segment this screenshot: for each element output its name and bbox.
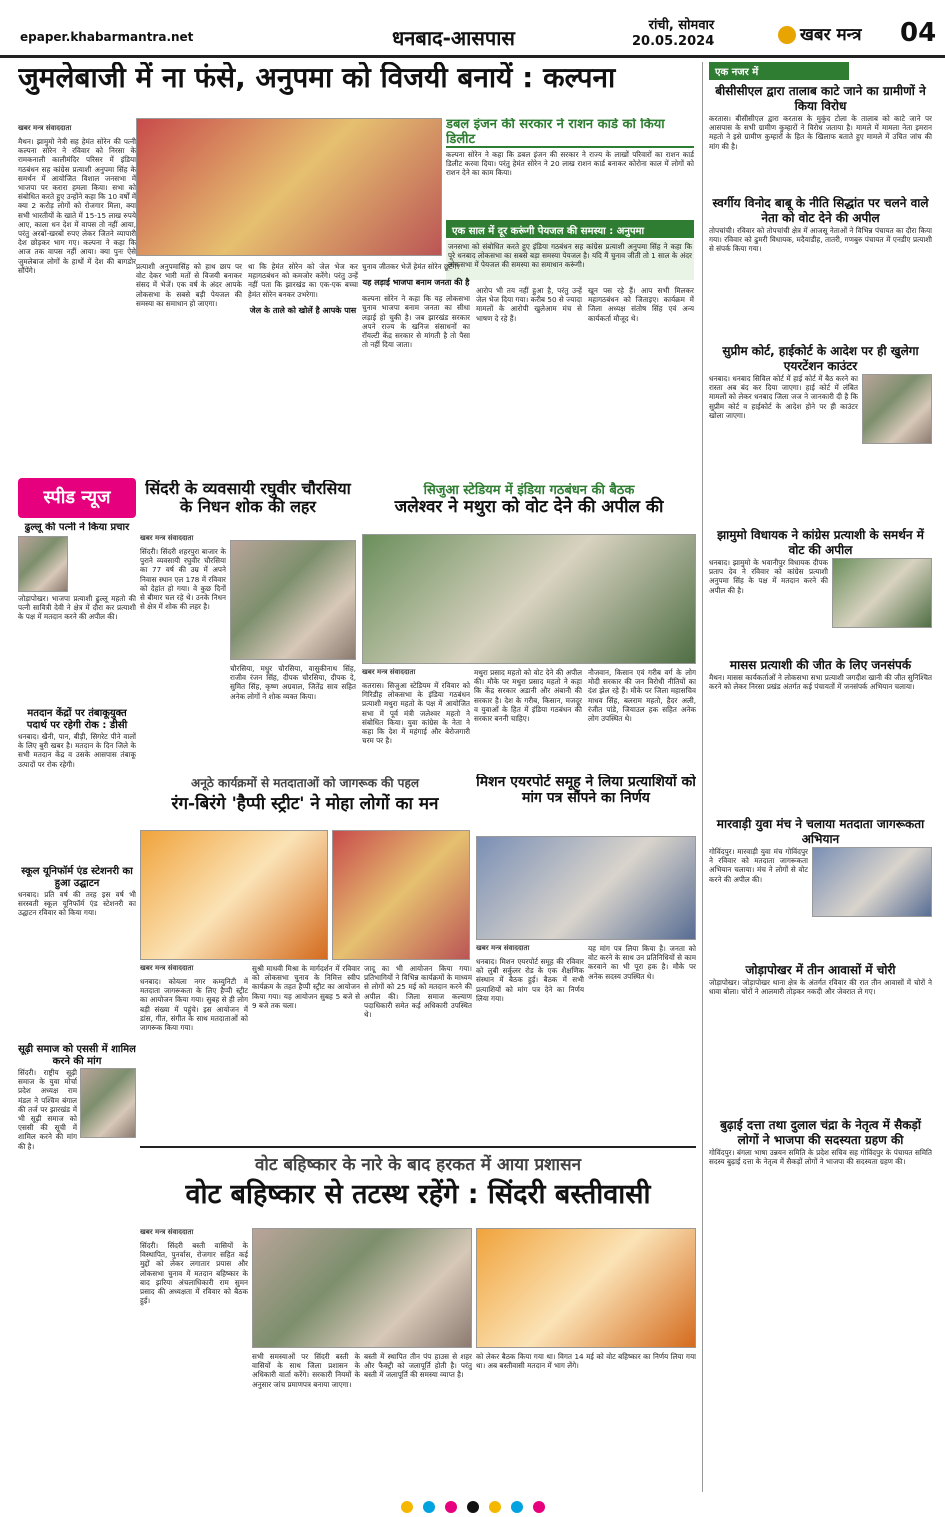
happy-kicker: अनूठे कार्यक्रमों से मतदाताओं को जागरूक की पहल xyxy=(191,776,419,790)
lead-photo xyxy=(136,118,442,256)
lead-col5: कल्पना सोरेन ने कहा कि यह लोकसभा चुनाव भाजपा बनाम जनता का सीधा लड़ाई हो चुकी है। जब झारखंड सरकार अपने राज्य के खनिज संसाधनों का रॉयल्टी केंद्र सरकार से मांगती है तो पैसा तो नहीं दिया जाता। xyxy=(362,294,470,350)
color-registration-dot xyxy=(401,1501,413,1513)
right-s2-text: तोपचांची। रविवार को तोपचांची क्षेत्र में आजसू नेताओं ने विभिन्न पंचायत का दौरा किया गया। रविवार को ढुमरी विधायक, मदैयाडीह, तातरी, गणबुरु पंचायत में एनडीए प्रत्याशी से संपर्क किया गया। xyxy=(709,226,932,254)
right-column xyxy=(702,62,932,1492)
lead-col6: आरोप भी तय नहीं हुआ है, परंतु उन्हें जेल भेज दिया गया। करीब 50 से ज्यादा मामलों के आरोपी खुलेआम मंच से भाषण दे रहे हैं। xyxy=(476,286,582,323)
mission-headline: मिशन एयरपोर्ट समूह ने लिया प्रत्याशियों को मांग पत्र सौंपने का निर्णय xyxy=(476,774,696,807)
right-s6-photo xyxy=(812,847,932,917)
speed-t1: जोड़ापोखर। भाजपा प्रत्याशी ढुल्लू महतो की पत्नी सावित्री देवी ने क्षेत्र में दौरा कर प्रत्याशी के पक्ष में मतदान करने की अपील की। xyxy=(18,594,136,622)
lead-green-bar: एक साल में दूर करूंगी पेयजल की समस्या : अनुपमा xyxy=(446,220,694,238)
happy-byline: खबर मन्त्र संवाददाता xyxy=(140,964,194,972)
jalesar-headline: जलेश्वर ने मथुरा को वोट देने की अपील की xyxy=(394,497,664,517)
sindri-death-text: सिंदरी। सिंदरी शहरपुरा बाजार के पुराने व्यवसायी रघुवीर चौरसिया का 77 वर्ष की उम्र में अपने निवास स्थान एल 178 में रविवार को देहांत हो गया। वे कुछ दिनों से बीमार चल रहे थे। उनके निधन से क्षेत्र में शोक की लहर है। xyxy=(140,547,226,612)
happy-col1 xyxy=(140,964,248,1140)
right-s5-text: मैथन। मासस कार्यकर्ताओं ने लोकसभा सभा प्रत्याशी जगदीश खानी की जीत सुनिश्चित करने को लेकर निरसा प्रखंड अंतर्गत कई पंचायतों में जनसंपर्क अभियान चलाया। xyxy=(709,673,932,692)
jalesar-kicker: सिजुआ स्टेडियम में इंडिया गठबंधन की बैठक xyxy=(423,483,635,498)
epaper-url[interactable]: epaper.khabarmantra.net xyxy=(20,30,194,44)
right-s6-text: गोविंदपुर। मारवाड़ी युवा मंच गोविंदपुर ने रविवार को मतदाता जागरूकता अभियान चलाया। मंच ने लोगों से वोट करने की अपील की। xyxy=(709,847,808,884)
sindri-death-byline: खबर मन्त्र संवाददाता xyxy=(140,534,194,542)
lead-headline: जुमलेबाजी में ना फंसे, अनुपमा को विजयी बनायें : कल्पना xyxy=(18,62,616,94)
speed-h2: मतदान केंद्रों पर तंबाकूयुक्त पदार्थ पर रहेगी रोक : डीसी xyxy=(26,708,128,731)
mission-photo xyxy=(476,836,696,940)
footer-registration-marks xyxy=(0,1498,945,1516)
right-s8-text: गोविंदपुर। बंगला भाषा उन्नयन समिति के प्रदेश सचिव सह गोविंदपुर के पंचायत समिति सदस्य बुढ़ाई दत्ता के नेतृत्व में सैकड़ों लोगों ने भाजपा की सदस्यता ग्रहण की। xyxy=(709,1148,932,1167)
lead-col2: प्रत्याशी अनुपमासिंह को हाथ छाप पर वोट देकर भारी मतों से विजयी बनाकर संसद में भेजें। एक वर्ष के अंदर आपके लोकसभा के सबसे बड़ी पेयजल की समस्या का समाधान हो जाएगा। xyxy=(136,262,242,308)
sindri-death-text2: चौरसिया, मधुर चौरसिया, वासुकीनाथ सिंह, राजीव रंजन सिंह, दीपक चौरसिया, दीपक दे, सुमित सिंह, कृष्ण अग्रवाल, जितेंद्र साव सहित अनेक लोगों ने शोक व्यक्त किया। xyxy=(230,664,356,701)
lead-side-text: कल्पना सोरेन ने कहा कि डबल इंजन की सरकार ने राज्य के लाखों परिवारों का राशन कार्ड डिलीट करवा दिया। परंतु हेमंत सोरेन ने 20 लाख राशन कार्ड बनाकर कोरोना काल में लोगों को राशन देने का काम किया। xyxy=(446,150,694,178)
mission-text2: यह मांग पत्र लिया किया है। जनता को वोट करने के साथ उन प्रतिनिधियों से काम करवाने का भी पूरा हक है। मौके पर अनेक सदस्य उपस्थित थे। xyxy=(588,944,696,981)
right-s4-text: धनबाद। झामुमो के भवानीपुर विधायक दीपक प्रताप देव ने रविवार को कांग्रेस प्रत्याशी अनुपमा सिंह के पक्ष में मतदान करने की अपील की है। xyxy=(709,558,828,595)
issue-date: 20.05.2024 xyxy=(632,34,715,49)
right-s3-photo xyxy=(862,374,932,444)
boycott-text2: सभी समस्याओं पर सिंदरी बस्ती के वासियों के साथ जिला प्रशासन के अधिकारी वार्ता करेंगे। सरकारी नियमों के अनुसार जांच प्रमाणपत्र बनाया जाएगा। xyxy=(252,1352,360,1389)
lead-byline: खबर मन्त्र संवाददाता xyxy=(18,124,72,132)
boycott-headline: वोट बहिष्कार से तटस्थ रहेंगे : सिंदरी बस्तीवासी xyxy=(185,1179,651,1210)
right-s5-headline: मासस प्रत्याशी की जीत के लिए जनसंपर्क xyxy=(729,658,912,672)
mission-byline: खबर मन्त्र संवाददाता xyxy=(476,944,530,952)
jalesar-col1 xyxy=(362,668,470,768)
color-registration-dot xyxy=(467,1501,479,1513)
right-s4-photo xyxy=(832,558,932,628)
sindri-death-photo xyxy=(230,540,356,660)
speed-photo xyxy=(18,536,68,592)
sindri-death-headline-wrap xyxy=(140,480,356,528)
jalesar-photo xyxy=(362,534,696,664)
mission-col1 xyxy=(476,944,584,1140)
color-registration-dot xyxy=(533,1501,545,1513)
right-s4-headline: झामुमो विधायक ने कांग्रेस प्रत्याशी के समर्थन में वोट की अपील xyxy=(717,528,924,557)
speed-t3: धनबाद। प्रति वर्ष की तरह इस वर्ष भी सरस्वती स्कूल यूनिफॉर्म एंड स्टेशनरी का उद्घाटन रविवार को किया गया। xyxy=(18,890,136,918)
right-s1-text: करतास। बीसीसीएल द्वारा करतास के मुकुंद टोला के तालाब को काटे जाने पर आसपास के सभी ग्रामीण कुम्हारों ने विरोध जताया है। मामले में मामला नेता इमरान महतो ने इसे ग्रामीण कुम्हारों के हित के खिलाफ बताते हुए मामले में उचित जांच की मांग की है। xyxy=(709,114,932,151)
happy-photo-1 xyxy=(140,830,328,960)
ek-nazar-badge: एक नजर में xyxy=(709,62,849,80)
boycott-text3: बस्ती में स्थापित तीन पंप हाउस से शहर और फैक्ट्री को जलापूर्ति होती है। परंतु बस्ती में जलापूर्ति की समस्या व्याप्त है। xyxy=(364,1352,472,1380)
speed-h1: ढुल्लू की पत्नी ने किया प्रचार xyxy=(24,522,130,533)
speed-photo-2 xyxy=(80,1068,136,1138)
lead-green-text: जनसभा को संबोधित करते हुए इंडिया गठबंधन सह कांग्रेस प्रत्याशी अनुपमा सिंह ने कहा कि पूरे धनबाद लोकसभा का सबसे बड़ा समस्या पेयजल है। यदि मैं चुनाव जीती तो 1 साल के अंदर लोकसभा में पेयजल की समस्या का समाधान करूंगी। xyxy=(446,240,694,280)
right-s3-headline: सुप्रीम कोर्ट, हाईकोर्ट के आदेश पर ही खुलेगा एयरटेंशन काउंटर xyxy=(722,344,919,373)
lead-col7: खून पस रहे हैं। आप सभी मिलकर महागठबंधन को जिताइए। कार्यक्रम में जिला अध्यक्ष संतोष सिंह एवं अन्य कार्यकर्ता मौजूद थे। xyxy=(588,286,694,323)
lead-text: मैथन। झामुमो नेत्री सह हेमंत सोरेन की पत्नी कल्पना सोरेन ने रविवार को निरसा के रामकनाली कालीमंदिर परिसर में इंडिया गठबंधन सह कांग्रेस प्रत्याशी अनुपमा सिंह के समर्थन में आयोजित विशाल जनसभा में भाजपा पर करारा हमला किया। सभा को संबोधित करते हुए उन्होंने कहा कि 10 वर्षों में क्या 2 करोड़ लोगों को रोजगार मिला, क्या सभी भारतीयों के खाते में 15-15 लाख रुपये आए, काला धन देश में वापस तो नहीं आया, परंतु अरबों-खरबों रुपए लेकर जितने व्यापारी देश छोड़कर भाग गए। कल्पना ने कहा कि आज तक वापस नहीं आया। क्या पुनः ऐसे जुमलेबाज लोगों के हाथों में देश की बागडोर सौंपेंगे। xyxy=(18,137,136,275)
boycott-head-wrap xyxy=(140,1146,696,1220)
right-s7-text: जोड़ापोखर। जोड़ापोखर थाना क्षेत्र के अंतर्गत रविवार की रात तीन आवासों में चोरों ने धावा बोला। चोरों ने आलमारी तोड़कर नकदी और जेवरात ले गए। xyxy=(709,978,932,997)
dateline xyxy=(632,18,714,50)
jalesar-byline: खबर मन्त्र संवाददाता xyxy=(362,668,416,676)
boycott-kicker: वोट बहिष्कार के नारे के बाद हरकत में आया प्रशासन xyxy=(254,1155,582,1175)
speed-t2: धनबाद। खैनी, पान, बीड़ी, सिगरेट पीने वालों के लिए बुरी खबर है। मतदान के दिन जिले के सभी मतदान केंद्र व उसके आसपास तंबाकू उत्पादों पर रोक रहेगी। xyxy=(18,732,136,769)
jalesar-head-wrap xyxy=(362,480,696,530)
lead-side-headline: डबल इंजन की सरकार ने राशन कार्ड को किया डिलीट xyxy=(446,118,665,147)
page-number: 04 xyxy=(900,18,937,48)
lead-col4-wrap xyxy=(362,262,470,492)
right-s6-headline: मारवाड़ी युवा मंच ने चलाया मतदाता जागरूकता अभियान xyxy=(716,817,925,846)
speed-h4: सूढ़ी समाज को एससी में शामिल करने की मांग xyxy=(18,1044,136,1067)
boycott-photo-1 xyxy=(252,1228,472,1348)
lead-sub2: यह लड़ाई भाजपा बनाम जनता की है xyxy=(362,278,470,288)
speed-h3: स्कूल यूनिफॉर्म एंड स्टेशनरी का हुआ उद्घाटन xyxy=(21,866,133,889)
speed-news-banner: स्पीड न्यूज xyxy=(18,478,136,518)
boycott-text4: को लेकर बैठक किया गया था। विगत 14 मई को वोट बहिष्कार का निर्णय लिया गया था। अब बस्तीवासी मतदान में भाग लेंगे। xyxy=(476,1352,696,1371)
lead-headline-wrap xyxy=(18,62,698,110)
happy-text: धनबाद। कोयला नगर कम्युनिटी में मतदाता जागरूकता के लिए हैप्पी स्ट्रीट का आयोजन किया गया। सुबह से ही लोग बड़ी संख्या में पहुंचे। इस आयोजन में डांस, गीत, संगीत के साथ मतदाताओं को जागरूक किया गया। xyxy=(140,977,248,1033)
mission-headline-wrap xyxy=(476,774,696,830)
section-title: धनबाद-आसपास xyxy=(392,26,515,50)
sindri-death-col1 xyxy=(140,534,226,684)
happy-text3: जादू का भी आयोजन किया गया। प्रतिभागियों ने विभिन्न कार्यक्रमों के माध्यम से लोगों को 25 मई को मतदान करने की अपील की। जिला समाज कल्याण पदाधिकारी समेत कई अधिकारी उपस्थित थे। xyxy=(364,964,472,1020)
right-s1-headline: बीसीसीएल द्वारा तालाब काटे जाने का ग्रामीणों ने किया विरोध xyxy=(715,84,926,113)
masthead xyxy=(0,0,945,58)
jalesar-text2: मथुरा प्रसाद महतो को वोट देने की अपील की। मौके पर मथुरा प्रसाद महतो ने कहा कि केंद्र सरकार अडानी और अंबानी की सरकार है। देश के गरीब, किसान, मजदूर व युवाओं के हित में इंडिया गठबंधन की सरकार बननी चाहिए। xyxy=(474,668,582,724)
boycott-byline: खबर मन्त्र संवाददाता xyxy=(140,1228,194,1236)
logo-icon xyxy=(778,26,796,44)
speed-column xyxy=(18,522,136,1517)
right-s7-headline: जोड़ापोखर में तीन आवासों में चोरी xyxy=(745,963,896,977)
brand-logo xyxy=(778,22,862,45)
color-registration-dot xyxy=(511,1501,523,1513)
happy-head-wrap xyxy=(140,774,470,826)
jalesar-text: कतरास। सिजुआ स्टेडियम में रविवार को गिरिडीह लोकसभा के इंडिया गठबंधन प्रत्याशी मथुरा महतो के पक्ष में आयोजित सभा में पूर्व मंत्री जलेश्वर महतो ने संबोधित किया। युवा कांग्रेस के नेता ने कहा कि देश में महंगाई और बेरोजगारी चरम पर है। xyxy=(362,681,470,746)
lead-col3: था कि हेमंत सोरेन को जेल भेज कर महागठबंधन को कमजोर करेंगे। परंतु उन्हें नहीं पता कि झारखंड का एक-एक बच्चा हेमंत सोरेन बनकर उभरेगा। xyxy=(248,262,358,299)
happy-photo-2 xyxy=(332,830,470,960)
color-registration-dot xyxy=(445,1501,457,1513)
right-s3-text: धनबाद। धनबाद सिविल कोर्ट में हाई कोर्ट में बैठ करने का रास्ता अब बंद कर दिया जाएगा। हाई कोर्ट में लंबित मामलों को लेकर धनबाद जिला जज ने जानकारी दी है कि सुप्रीम कोर्ट व हाईकोर्ट के आदेश होने पर ही काउंटर खोला जाएगा। xyxy=(709,374,858,420)
lead-side-headline-wrap xyxy=(446,118,694,148)
lead-col1 xyxy=(18,124,136,494)
boycott-photo-2 xyxy=(476,1228,696,1348)
mission-text: धनबाद। मिशन एयरपोर्ट समूह की रविवार को लुबी सर्कुलर रोड के एक शैक्षणिक संस्थान में बैठक हुई। बैठक में सभी प्रत्याशियों को मांग पत्र देने का निर्णय लिया गया। xyxy=(476,957,584,1003)
color-registration-dot xyxy=(489,1501,501,1513)
speed-t4: सिंदरी। राष्ट्रीय सूढ़ी समाज के युवा मोर्चा प्रदेश अध्यक्ष राम मंडल ने पश्चिम बंगाल की तर्ज पर झारखंड में भी सूढ़ी समाज को एससी की सूची में शामिल करने की मांग की है। xyxy=(18,1068,77,1151)
boycott-col1 xyxy=(140,1228,248,1492)
lead-sub1: जेल के ताले को खोलें है आपके पास xyxy=(249,305,357,315)
boycott-text: सिंदरी। सिंदरी बस्ती वासियों के विस्थापित, पुनर्वास, रोजगार सहित कई मुद्दों को लेकर लगातार प्रयास और लोकसभा चुनाव में मतदान बहिष्कार के बाद झरिया अंचलाधिकारी राम सुमन प्रसाद की अध्यक्षता में रविवार को बैठक हुई। xyxy=(140,1241,248,1306)
sindri-death-headline: सिंदरी के व्यवसायी रघुवीर चौरसिया के निधन शोक की लहर xyxy=(145,480,351,517)
happy-headline: रंग-बिरंगे 'हैप्पी स्ट्रीट' ने मोहा लोगों का मन xyxy=(171,794,439,814)
lead-col3-wrap xyxy=(248,262,358,492)
jalesar-text3: नौजवान, किसान एवं गरीब वर्ग के लोग मोदी सरकार की जन विरोधी नीतियों का दंश झेल रहे हैं। मौके पर जिला महासचिव माधव सिंह, बलराम महतो, हैदर अली, रंजीत पांडे, जियाउल हक सहित अनेक लोग उपस्थित थे। xyxy=(588,668,696,724)
city-day: रांची, सोमवार xyxy=(648,18,715,33)
happy-text2: सुश्री माधवी मिश्रा के मार्गदर्शन में रविवार को लोकसभा चुनाव के निमित्त स्वीप कार्यक्रम के तहत हैप्पी स्ट्रीट का आयोजन किया गया। यह आयोजन सुबह 5 बजे से 9 बजे तक चला। xyxy=(252,964,360,1010)
color-registration-dot xyxy=(423,1501,435,1513)
brand-name: खबर मन्त्र xyxy=(800,25,862,45)
lead-col4: चुनाव जीतकर भेजें हेमंत सोरेन छूटेंगे। xyxy=(362,262,460,271)
right-s2-headline: स्वर्गीय विनोद बाबू के नीति सिद्धांत पर चलने वाले नेता को वोट देने की अपील xyxy=(712,196,929,225)
right-s8-headline: बुढ़ाई दत्ता तथा दुलाल चंद्रा के नेतृत्व में सैकड़ों लोगों ने भाजपा की सदस्यता ग्रहण की xyxy=(720,1118,921,1147)
